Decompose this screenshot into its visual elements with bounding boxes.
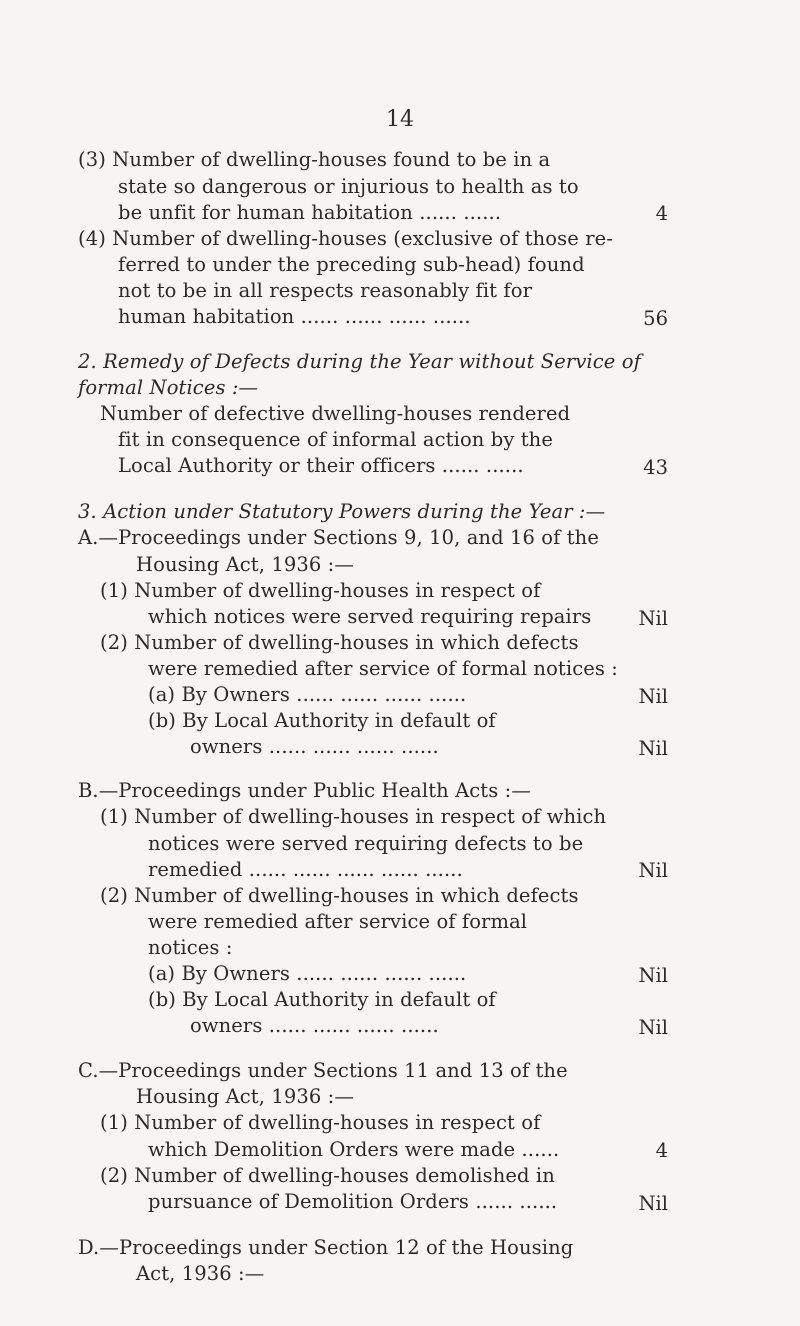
section-2-heading: 2. Remedy of Defects during the Year without Service of — [78, 350, 641, 373]
item-3-line-1: (3) Number of dwelling-houses found to be in a — [78, 148, 551, 172]
subsection-a-heading-cont: Housing Act, 1936 :— — [136, 552, 354, 576]
subsection-c-heading-cont: Housing Act, 1936 :— — [136, 1085, 354, 1109]
a-item-2b-line-1: (b) By Local Authority in default of — [148, 709, 496, 733]
item-4-line-2: ferred to under the preceding sub-head) found — [118, 252, 585, 276]
subsection-d-heading-cont: Act, 1936 :— — [136, 1261, 265, 1285]
a-item-1-line-2: which notices were served requiring repairs — [148, 604, 592, 628]
section-3-heading: 3. Action under Statutory Powers during the Year :— — [78, 500, 606, 524]
b-item-1-line-2: notices were served requiring defects to be — [148, 831, 584, 855]
value-a-by-owners: Nil — [638, 684, 668, 708]
value-a-by-local-authority: Nil — [638, 737, 668, 760]
value-c-demolished: Nil — [638, 1191, 668, 1215]
page-number: 14 — [386, 107, 414, 133]
a-item-2-line-2: were remedied after service of formal notices : — [148, 656, 618, 680]
value-b-by-owners: Nil — [638, 963, 668, 987]
a-item-2b-line-2: owners ...... ...... ...... ...... — [190, 735, 439, 759]
a-item-2a: (a) By Owners ...... ...... ...... ...... — [148, 683, 467, 706]
b-item-2-line-3: notices : — [148, 935, 233, 959]
subsection-d-heading: D.—Proceedings under Section 12 of the Housing — [78, 1235, 574, 1259]
item-4-line-1: (4) Number of dwelling-houses (exclusive of those re- — [78, 226, 613, 250]
b-item-2-line-2: were remedied after service of formal — [148, 909, 528, 933]
c-item-1-line-2: which Demolition Orders were made ...... — [148, 1137, 560, 1161]
item-4-line-3: not to be in all respects reasonably fit for — [118, 278, 532, 302]
item-3-line-2: state so dangerous or injurious to health as to — [118, 174, 579, 198]
c-item-2-line-2: pursuance of Demolition Orders ...... ...... — [148, 1189, 558, 1213]
section-2-line-1: Number of defective dwelling-houses rendered — [100, 402, 571, 426]
section-2-heading-cont: formal Notices :— — [78, 376, 259, 400]
value-unfit-habitation: 4 — [655, 202, 668, 226]
b-item-2a: (a) By Owners ...... ...... ...... ...... — [148, 962, 467, 985]
c-item-1-line-1: (1) Number of dwelling-houses in respect of — [100, 1111, 541, 1135]
subsection-c-heading: C.—Proceedings under Sections 11 and 13 of the — [78, 1059, 568, 1083]
b-item-2b-line-2: owners ...... ...... ...... ...... — [190, 1014, 439, 1038]
value-informal-action: 43 — [643, 456, 668, 480]
b-item-2-line-1: (2) Number of dwelling-houses in which defects — [100, 883, 579, 907]
a-item-2-line-1: (2) Number of dwelling-houses in which defects — [100, 630, 579, 654]
subsection-b-heading: B.—Proceedings under Public Health Acts :— — [78, 779, 531, 803]
item-4-line-4: human habitation ...... ...... ...... ...... — [118, 305, 471, 328]
value-b-notices: Nil — [638, 859, 668, 883]
value-a-notices-repairs: Nil — [638, 606, 668, 630]
subsection-a-heading: A.—Proceedings under Sections 9, 10, and 16 of the — [78, 526, 599, 550]
value-b-by-local-authority: Nil — [638, 1016, 668, 1039]
b-item-1-line-3: remedied ...... ...... ...... ...... ...... — [148, 857, 463, 881]
a-item-1-line-1: (1) Number of dwelling-houses in respect of — [100, 578, 541, 602]
value-not-reasonably-fit: 56 — [643, 306, 668, 330]
value-c-demolition-orders: 4 — [655, 1139, 668, 1163]
b-item-2b-line-1: (b) By Local Authority in default of — [148, 988, 496, 1012]
section-2-line-2: fit in consequence of informal action by the — [118, 428, 553, 452]
section-2-line-3: Local Authority or their officers ...... ...... — [118, 454, 524, 478]
item-3-line-3: be unfit for human habitation ...... ...... — [118, 200, 502, 224]
b-item-1-line-1: (1) Number of dwelling-houses in respect of which — [100, 805, 607, 829]
c-item-2-line-1: (2) Number of dwelling-houses demolished in — [100, 1163, 555, 1187]
